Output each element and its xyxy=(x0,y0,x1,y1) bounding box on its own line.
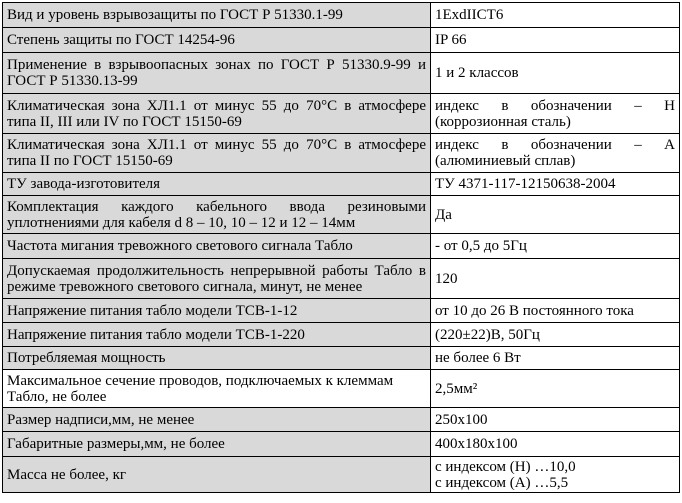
row-value: Да xyxy=(431,196,680,234)
value-line: с индексом (А) …5,5 xyxy=(435,474,569,491)
row-parameter: Степень защиты по ГОСТ 14254-96 xyxy=(3,28,431,53)
row-value: ТУ 4371-117-12150638-2004 xyxy=(431,173,680,196)
row-value: (220±22)В, 50Гц xyxy=(431,323,680,347)
table-row xyxy=(3,408,680,432)
table-row xyxy=(3,370,680,408)
table-row xyxy=(3,323,680,347)
row-parameter: ТУ завода-изготовителя xyxy=(3,173,431,196)
row-parameter: Напряжение питания табло модели ТСВ-1-12 xyxy=(3,299,431,323)
row-value: 1ExdIICT6 xyxy=(431,3,680,28)
table-row xyxy=(3,299,680,323)
table-row xyxy=(3,432,680,457)
value-line: с индексом (Н) …10,0 xyxy=(435,458,576,475)
row-value: индекс в обозначении – Н (коррозионная сталь) xyxy=(431,94,680,134)
row-parameter: Климатическая зона ХЛ1.1 от минус 55 до 70°С в атмосфере типа II, III или IV по ГОСТ 15150-69 xyxy=(3,94,431,134)
row-value xyxy=(431,457,680,493)
row-value: 2,5мм² xyxy=(431,370,680,408)
specifications-table xyxy=(2,2,680,493)
row-parameter: Комплектация каждого кабельного ввода резиновыми уплотнениями для кабеля d 8 – 10, 10 – 12 и 12 – 14мм xyxy=(3,196,431,234)
row-value: 250x100 xyxy=(431,408,680,432)
table-row xyxy=(3,259,680,299)
row-parameter: Допускаемая продолжительность непрерывной работы Табло в режиме тревожного светового сигнала, минут, не менее xyxy=(3,259,431,299)
table-row xyxy=(3,53,680,94)
row-parameter: Размер надписи,мм, не менее xyxy=(3,408,431,432)
row-value: - от 0,5 до 5Гц xyxy=(431,234,680,259)
row-parameter: Габаритные размеры,мм, не более xyxy=(3,432,431,457)
row-value: 1 и 2 классов xyxy=(431,53,680,94)
row-parameter: Потребляемая мощность xyxy=(3,347,431,370)
table-row xyxy=(3,234,680,259)
table-row xyxy=(3,196,680,234)
table-row xyxy=(3,457,680,493)
row-value: индекс в обозначении – А (алюминиевый сплав) xyxy=(431,134,680,173)
row-value: IP 66 xyxy=(431,28,680,53)
row-parameter: Частота мигания тревожного светового сигнала Табло xyxy=(3,234,431,259)
row-parameter: Масса не более, кг xyxy=(3,457,431,493)
row-parameter: Климатическая зона ХЛ1.1 от минус 55 до 70°С в атмосфере типа II по ГОСТ 15150-69 xyxy=(3,134,431,173)
row-value: 400x180x100 xyxy=(431,432,680,457)
table-row xyxy=(3,134,680,173)
table-row xyxy=(3,3,680,28)
row-parameter: Напряжение питания табло модели ТСВ-1-220 xyxy=(3,323,431,347)
row-value: от 10 до 26 В постоянного тока xyxy=(431,299,680,323)
table-row xyxy=(3,94,680,134)
table-row xyxy=(3,28,680,53)
row-parameter: Применение в взрывоопасных зонах по ГОСТ Р 51330.9-99 и ГОСТ Р 51330.13-99 xyxy=(3,53,431,94)
row-value: 120 xyxy=(431,259,680,299)
row-parameter: Максимальное сечение проводов, подключаемых к клеммам Табло, не более xyxy=(3,370,431,408)
table-row xyxy=(3,173,680,196)
table-row xyxy=(3,347,680,370)
row-value: не более 6 Вт xyxy=(431,347,680,370)
row-parameter: Вид и уровень взрывозащиты по ГОСТ Р 51330.1-99 xyxy=(3,3,431,28)
